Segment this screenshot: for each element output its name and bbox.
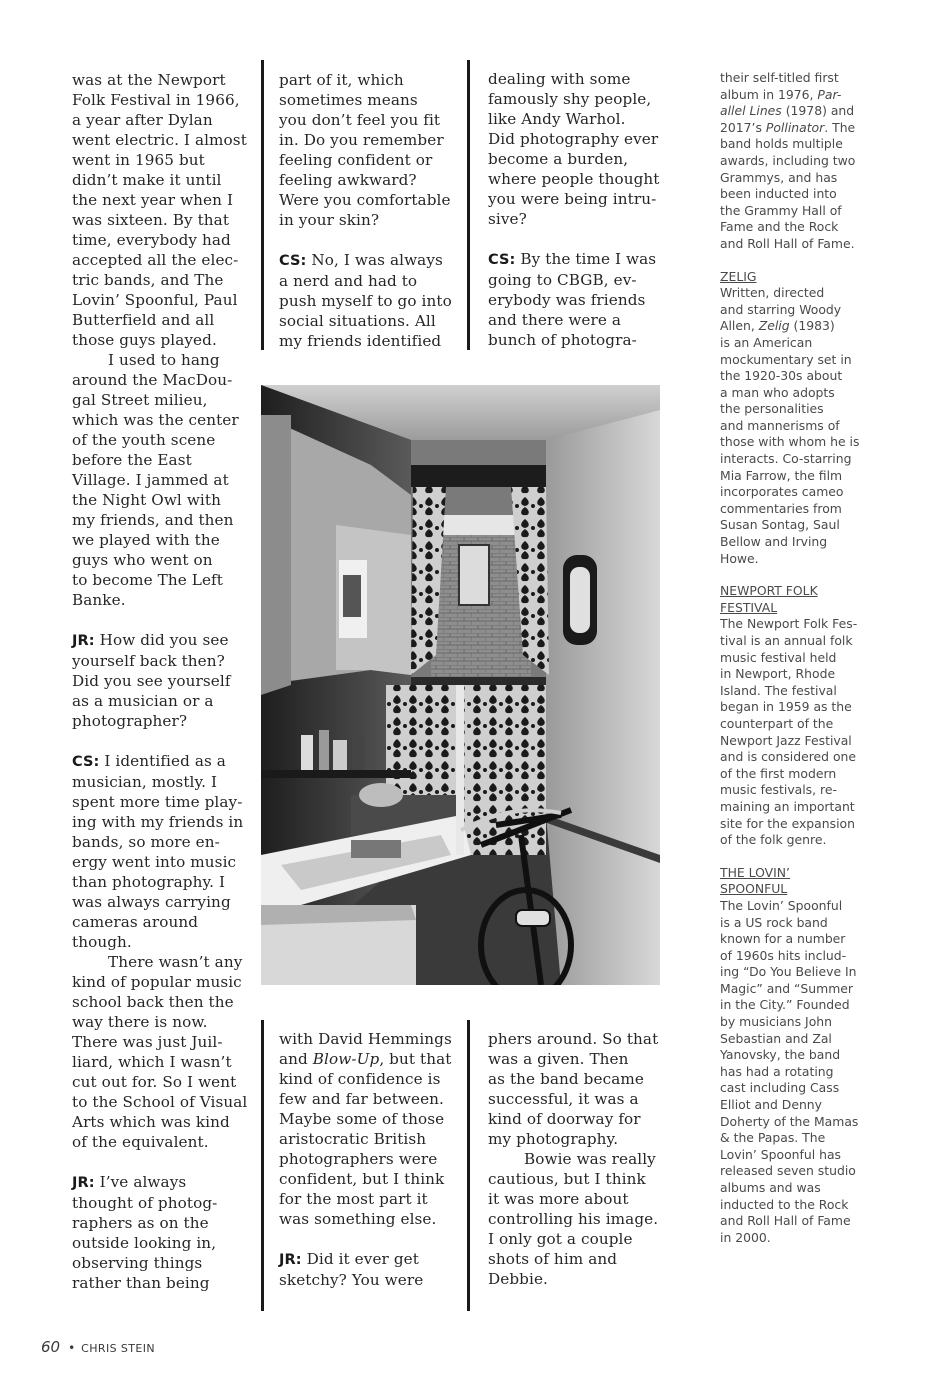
column-2-bottom <box>279 1029 459 1290</box>
text-run: The Newport Folk Fes- tival is an annual folk music festival held in Newport, Rhode Island. The festival began in 1959 as the counterpart of the Newport Jazz Festival and is considered one of the first modern music festivals, re- maining an important site for the expansion of the folk genre. <box>720 616 858 848</box>
page-number: 60 <box>41 1338 61 1356</box>
page-footer <box>41 1337 155 1356</box>
glossary-body <box>720 898 870 1246</box>
paragraph: dealing with some famously shy people, like Andy Warhol. Did photography ever become a burden, where people thought you were being intru- sive? <box>488 70 660 228</box>
interview-paragraph <box>488 249 668 350</box>
column-2-top <box>279 70 459 351</box>
answer-text: I identified as a musician, mostly. I spent more time play- ing with my friends in bands, so more en- ergy went into music than photography. I was always carrying cameras around though. <box>72 752 244 951</box>
answer-text: By the time I was going to CBGB, ev- erybody was friends and there were a bunch of photogra- <box>488 250 657 349</box>
italic-title: Pollinator <box>765 119 825 135</box>
paragraph: phers around. So that was a given. Then as the band became successful, it was a kind of doorway for my photography. <box>488 1030 659 1148</box>
paragraph: was at the Newport Folk Festival in 1966, a year after Dylan went electric. I almost went in 1965 but didn’t make it until the next year when I was sixteen. By that time, everybody had accepted all the elec- tric bands, and The Lovin’ Spoonful, Paul Butterfield and all those guys played. <box>72 71 247 349</box>
italic-title: Zelig <box>758 318 790 334</box>
speaker-label: JR: <box>72 633 95 649</box>
speaker-label: JR: <box>279 1252 302 1268</box>
italic-title: Par- allel Lines <box>720 86 842 119</box>
interview-paragraph <box>279 1249 459 1290</box>
interview-paragraph <box>279 250 459 351</box>
speaker-label: CS: <box>72 754 100 770</box>
answer-text: No, I was always a nerd and had to push myself to go into social situations. All my friends identified <box>279 251 452 350</box>
text-run: . The band holds multiple awards, including two Grammys, and has been inducted into the Grammy Hall of Fame and the Rock and Roll Hall of Fame. <box>720 119 856 251</box>
text-run: Written, directed and starring Woody Allen, <box>720 285 842 334</box>
paragraph: There wasn’t any kind of popular music school back then the way there is now. There was just Juil- liard, which I wasn’t cut out for. So I went to the School of Visual Arts which was kind of the equivalent. <box>72 953 248 1151</box>
paragraph-gap <box>279 1229 459 1249</box>
speaker-label: CS: <box>279 253 307 269</box>
paragraph-gap <box>488 229 668 249</box>
sidebar-intro <box>720 70 870 253</box>
italic-title: Blow-Up <box>312 1050 380 1068</box>
text-run: with David Hemmings and <box>279 1030 452 1068</box>
paragraph-gap <box>279 230 459 250</box>
column-rule-2-bottom <box>467 1020 470 1311</box>
glossary-heading: THE LOVIN’ SPOONFUL <box>720 864 790 897</box>
text-run: The Lovin’ Spoonful is a US rock band known for a number of 1960s hits includ- ing “Do You Believe In Magic” and “Summer in the City.” Founded by musicians John Sebastian and Zal Yanovsky, the band has had a rotating cast including Cass Elliot and Denny Doherty of the Mamas & the Papas. The Lovin’ Spoonful has released seven studio albums and was inducted to the Rock and Roll Hall of Fame in 2000. <box>720 897 859 1245</box>
answer-text: I’ve always thought of photog- raphers as on the outside looking in, observing things rather than being <box>72 1173 218 1292</box>
paragraph: I used to hang around the MacDou- gal Street milieu, which was the center of the youth scene before the East Village. I jammed at the Night Owl with my friends, and then we played with the guys who went on to become The Left Banke. <box>72 351 239 609</box>
column-rule-2-top <box>467 60 470 350</box>
column-3-top <box>488 69 668 350</box>
glossary-sidebar <box>720 70 870 1246</box>
running-title: CHRIS STEIN <box>81 1342 156 1355</box>
paragraph-gap <box>72 1152 252 1172</box>
footer-separator: • <box>68 1341 76 1355</box>
column-1 <box>72 70 252 1293</box>
speaker-label: JR: <box>72 1175 95 1191</box>
answer-text: Did it ever get sketchy? You were <box>279 1250 424 1289</box>
glossary-body <box>720 285 870 567</box>
paragraph: part of it, which sometimes means you don’t feel you fit in. Do you remember feeling confident or feeling awkward? Were you comfortable in your skin? <box>279 71 451 229</box>
paragraph <box>279 1029 459 1229</box>
paragraph-gap <box>72 610 252 630</box>
column-rule-1-bottom <box>261 1020 264 1311</box>
text-run: their self-titled first album in 1976, <box>720 70 839 102</box>
kitchen-photograph <box>261 385 660 985</box>
column-rule-1-top <box>261 60 264 350</box>
text-run: , but that kind of confidence is few and far between. Maybe some of those aristocratic British photographers were confident, but I think for the most part it was something else. <box>279 1050 452 1228</box>
paragraph: Bowie was really cautious, but I think it was more about controlling his image. I only got a couple shots of him and Debbie. <box>488 1150 659 1288</box>
column-3-bottom <box>488 1029 668 1289</box>
interview-paragraph <box>72 751 252 952</box>
sidebar-entries <box>720 269 870 1247</box>
answer-text: How did you see yourself back then? Did you see yourself as a musician or a photographer? <box>72 631 231 730</box>
text-run: (1978) and 2017’s <box>720 103 855 135</box>
paragraph-gap <box>72 731 252 751</box>
glossary-heading: ZELIG <box>720 268 757 284</box>
glossary-body <box>720 616 870 848</box>
speaker-label: CS: <box>488 252 516 268</box>
interview-paragraph <box>72 1172 252 1293</box>
interview-paragraph <box>72 630 252 731</box>
text-run: (1983) is an American mockumentary set in the 1920-30s about a man who adopts the personalities and mannerisms of those with whom he is interacts. Co-starring Mia Farrow, the film incorporates cameo commentaries from Susan Sontag, Saul Bellow and Irving Howe. <box>720 318 860 566</box>
glossary-heading: NEWPORT FOLK FESTIVAL <box>720 583 818 615</box>
